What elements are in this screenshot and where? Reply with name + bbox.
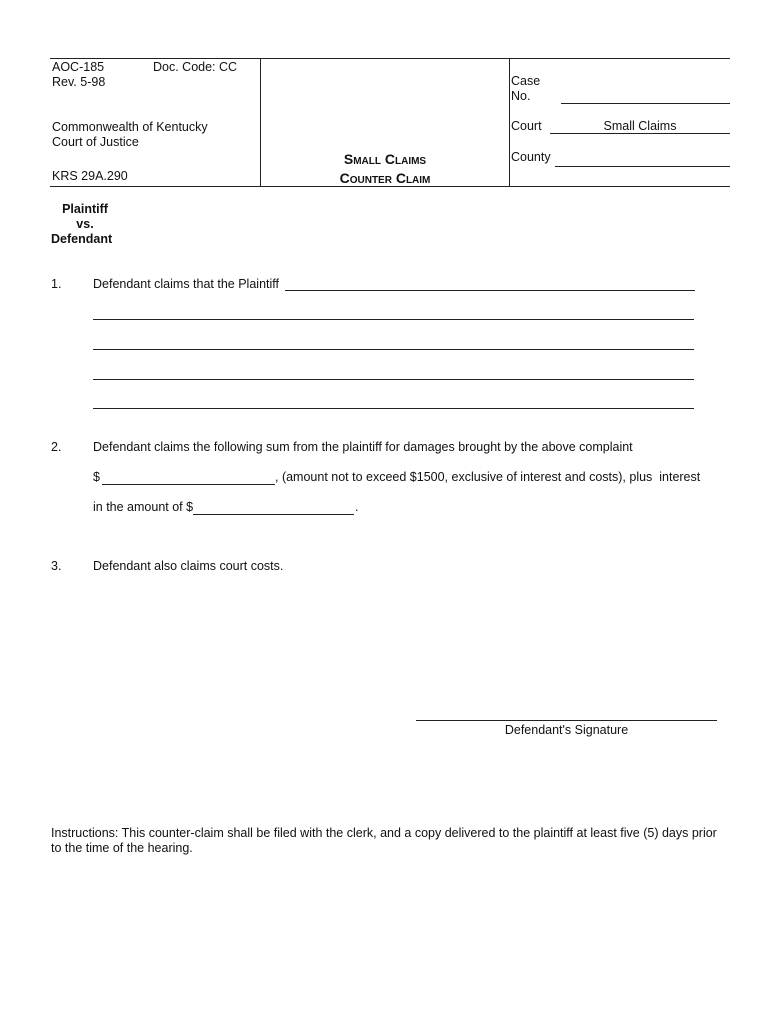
vs-label: vs. [76, 217, 94, 231]
form-title-line1: Small Claims [343, 151, 427, 167]
item-2-number: 2. [51, 440, 62, 454]
form-number: AOC-185 [52, 60, 105, 74]
signature-label: Defendant's Signature [504, 723, 629, 737]
amount-prefix: $ [93, 470, 100, 484]
case-no-field[interactable] [561, 89, 730, 104]
item-1-text: Defendant claims that the Plaintiff [93, 277, 279, 291]
court-label: Court [511, 119, 542, 133]
item-3-number: 3. [51, 559, 62, 573]
defendant-label: Defendant [51, 232, 113, 246]
header-bottom-rule [50, 186, 730, 187]
doc-code: Doc. Code: CC [153, 60, 238, 74]
amount-field[interactable] [102, 470, 275, 485]
signature-line[interactable] [416, 720, 717, 721]
item-3-text: Defendant also claims court costs. [93, 559, 284, 573]
interest-field[interactable] [193, 500, 354, 515]
amount-suffix: , (amount not to exceed $1500, exclusive of interest and costs), plus interest [275, 470, 701, 484]
item-1-field-line-4[interactable] [93, 379, 694, 380]
item-1-field-line-3[interactable] [93, 349, 694, 350]
statute: KRS 29A.290 [52, 169, 128, 183]
county-field[interactable] [555, 152, 730, 167]
court-of-justice: Court of Justice [52, 135, 139, 149]
revision: Rev. 5-98 [52, 75, 106, 89]
form-title-line2: Counter Claim [339, 170, 431, 186]
case-label: Case [511, 74, 541, 88]
case-no-label: No. [511, 89, 531, 103]
instructions-text: Instructions: This counter-claim shall be filed with the clerk, and a copy delivered to the plaintiff at least five (5) days prior to the time of the hearing. [51, 826, 717, 855]
court-field[interactable]: Small Claims [550, 119, 730, 134]
item-1-field-line-1[interactable] [285, 276, 695, 291]
interest-prefix: in the amount of $ [93, 500, 194, 514]
item-1-number: 1. [51, 277, 62, 291]
interest-suffix: . [355, 500, 359, 514]
item-1-field-line-5[interactable] [93, 408, 694, 409]
plaintiff-label: Plaintiff [62, 202, 108, 216]
item-1-field-line-2[interactable] [93, 319, 694, 320]
item-2-text: Defendant claims the following sum from the plaintiff for damages brought by the above complaint [93, 440, 633, 454]
county-label: County [511, 150, 551, 164]
header-top-rule [50, 58, 730, 59]
jurisdiction: Commonwealth of Kentucky [52, 120, 208, 134]
header-divider-right [509, 58, 510, 186]
